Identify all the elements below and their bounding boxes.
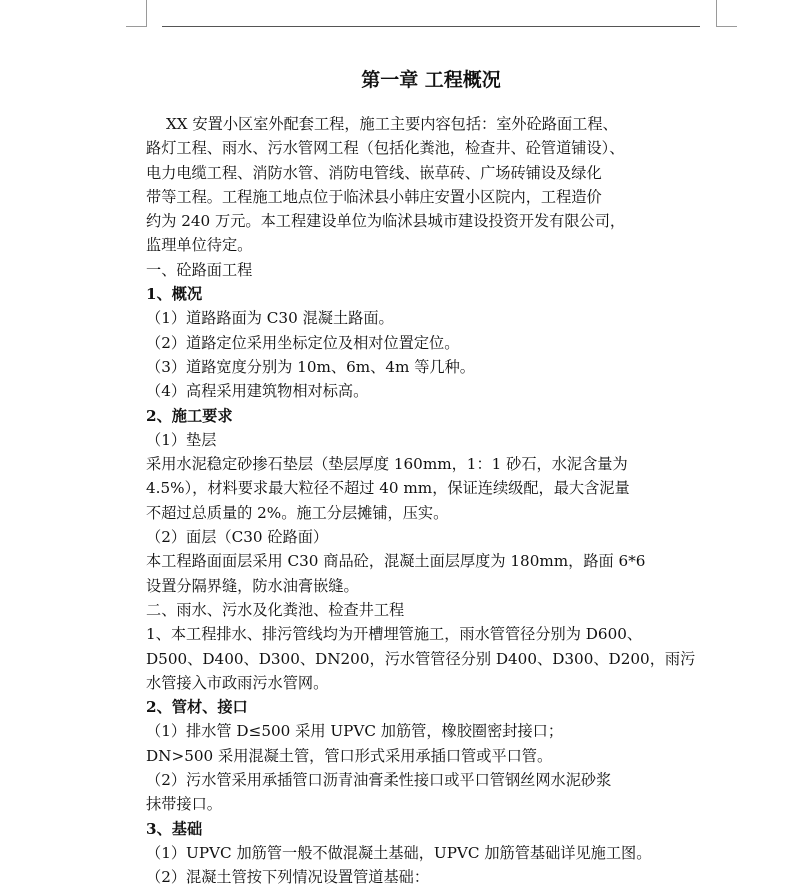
header-rule [162,26,700,27]
margin-corner-top-left [126,0,147,27]
subsection-heading: 1、概况 [146,285,203,304]
subsection-heading: 3、基础 [146,819,203,838]
paragraph-line: D500、D400、D300、DN200，污水管管径分别 D400、D300、D200，雨污 [146,649,696,668]
section-heading: 一、砼路面工程 [146,260,253,279]
paragraph-line: XX 安置小区室外配套工程，施工主要内容包括：室外砼路面工程、 [166,115,618,133]
document-body [146,112,720,890]
paragraph-line: 带等工程。工程施工地点位于临沭县小韩庄安置小区院内，工程造价 [146,187,602,206]
list-item: （1）排水管 D≤500 采用 UPVC 加筋管，橡胶圈密封接口； [146,722,564,741]
paragraph-line: 采用水泥稳定砂掺石垫层（垫层厚度 160mm，1：1 砂石，水泥含量为 [146,455,628,474]
list-item: （4）高程采用建筑物相对标高。 [146,382,369,401]
paragraph-line: 本工程路面面层采用 C30 商品砼，混凝土面层厚度为 180mm，路面 6*6 [146,552,646,571]
chapter-title: 第一章 工程概况 [361,69,501,91]
paragraph-line: 设置分隔界缝，防水油膏嵌缝。 [146,576,359,595]
subsection-heading: 2、管材、接口 [146,698,248,717]
paragraph-line: 不超过总质量的 2%。施工分层摊铺，压实。 [146,503,449,522]
list-item: （1）UPVC 加筋管一般不做混凝土基础，UPVC 加筋管基础详见施工图。 [146,843,652,862]
paragraph-line: 1、本工程排水、排污管线均为开槽埋管施工，雨水管管径分别为 D600、 [146,625,643,644]
list-item: （2）污水管采用承插管口沥青油膏柔性接口或平口管钢丝网水泥砂浆 [146,771,612,790]
section-heading: 二、雨水、污水及化粪池、检查井工程 [146,600,405,619]
list-item: （1）道路路面为 C30 混凝土路面。 [146,309,394,328]
paragraph-line: 抹带接口。 [146,795,222,814]
margin-corner-top-right [716,0,737,27]
paragraph-line: 监理单位待定。 [146,236,253,255]
list-item: （1）垫层 [146,430,217,449]
list-item: （3）道路宽度分别为 10m、6m、4m 等几种。 [146,357,475,376]
list-item: （2）面层（C30 砼路面） [146,528,329,547]
paragraph-line: 约为 240 万元。本工程建设单位为临沭县城市建设投资开发有限公司， [146,212,626,231]
paragraph-line: DN>500 采用混凝土管，管口形式采用承插口管或平口管。 [146,746,553,765]
list-item: （2）混凝土管按下列情况设置管道基础： [146,868,430,887]
list-item: （2）道路定位采用坐标定位及相对位置定位。 [146,333,460,352]
paragraph-line: 水管接入市政雨污水管网。 [146,673,329,692]
paragraph-line: 电力电缆工程、消防水管、消防电管线、嵌草砖、广场砖铺设及绿化 [146,163,602,182]
paragraph-line: 4.5%），材料要求最大粒径不超过 40 mm，保证连续级配，最大含泥量 [146,479,630,498]
paragraph-line: 路灯工程、雨水、污水管网工程（包括化粪池，检查井、砼管道铺设）、 [146,139,625,158]
subsection-heading: 2、施工要求 [146,406,233,425]
